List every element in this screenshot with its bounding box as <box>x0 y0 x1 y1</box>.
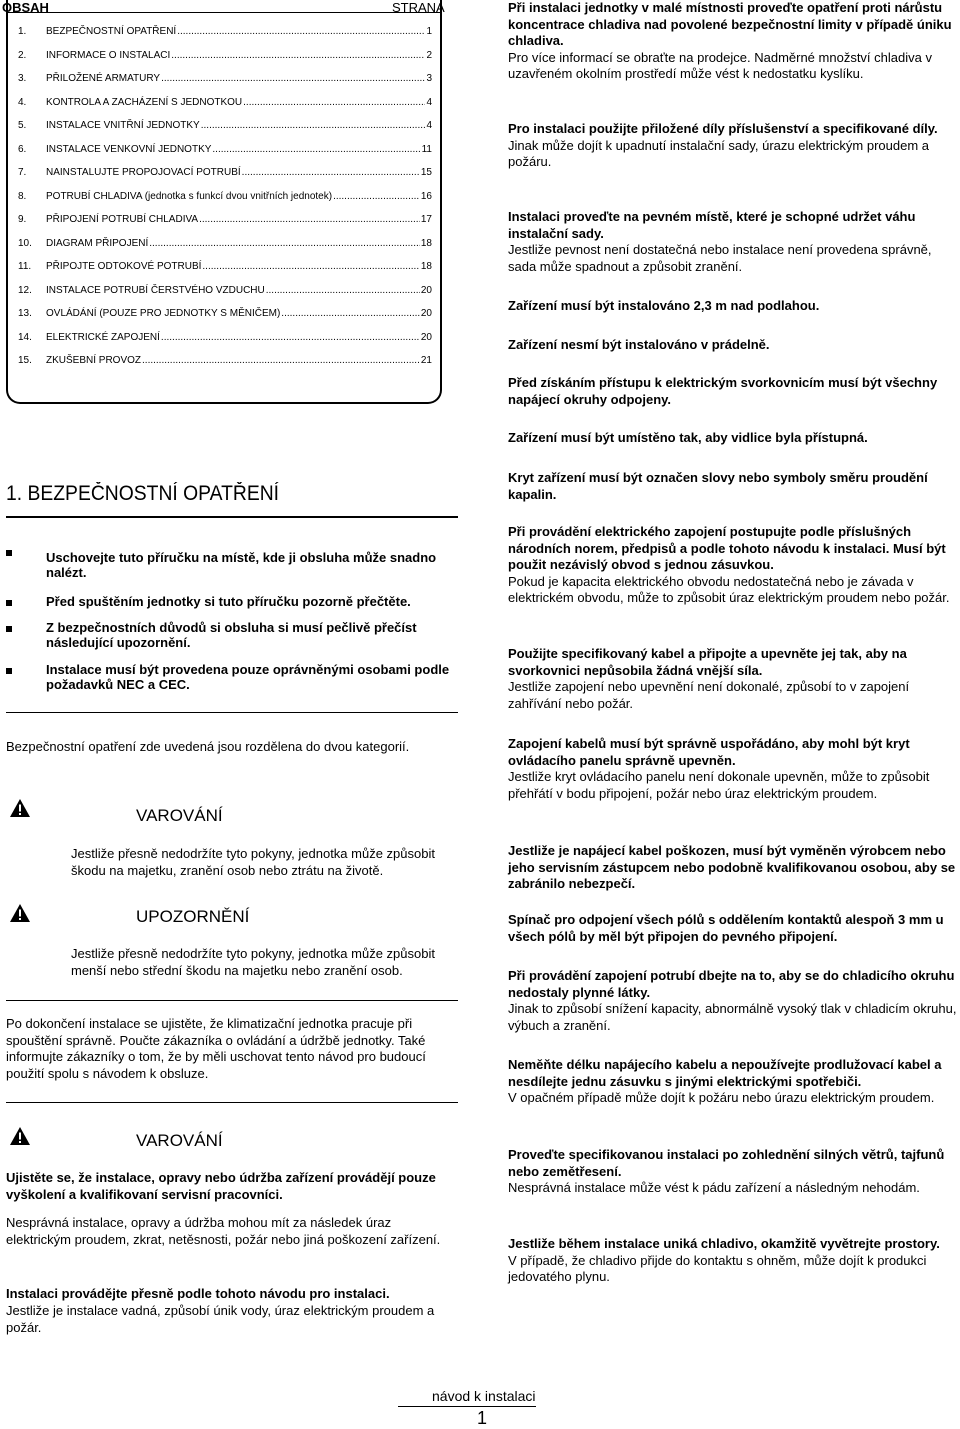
toc-item-page: 15 <box>420 167 432 178</box>
toc-item-number: 12. <box>18 284 32 296</box>
safety-note <box>508 209 958 275</box>
safety-note-bold: Jestliže je napájecí kabel poškozen, musí být vyměněn výrobcem nebo jeho servisním zástupcem nebo podobně kvalifikovanou osobou, aby se zabránilo nebezpečí. <box>508 843 956 891</box>
safety-note <box>508 298 958 315</box>
safety-note-bold: Při provádění zapojení potrubí dbejte na to, aby se do chladicího okruhu nedostaly plynné látky. <box>508 968 955 1000</box>
footer-label: návod k instalaci <box>432 1388 536 1404</box>
safety-note-text: Nesprávná instalace může vést k pádu zařízení a následným nehodám. <box>508 1180 920 1195</box>
safety-note <box>508 121 958 171</box>
safety-note-text: V opačném případě může dojít k požáru nebo úrazu elektrickým proudem. <box>508 1090 935 1105</box>
safety-note-text: Jestliže kryt ovládacího panelu není dokonale upevněn, může to způsobit přehřátí v bodu připojení, požár nebo úraz elektrickým proudem. <box>508 769 930 801</box>
toc-item-page: 21 <box>420 355 432 366</box>
toc-item[interactable] <box>18 97 432 111</box>
toc-item[interactable] <box>18 332 432 346</box>
toc-item-page: 17 <box>420 214 432 225</box>
warning-icon <box>9 1126 31 1146</box>
bullet-square-icon <box>6 668 12 674</box>
toc-item-number: 10. <box>18 237 32 249</box>
safety-note <box>508 1147 958 1197</box>
toc-item[interactable] <box>18 308 432 322</box>
toc-item-number: 15. <box>18 355 32 366</box>
bullet-text: Z bezpečnostních důvodů si obsluha si musí pečlivě přečíst následující upozornění. <box>46 620 417 650</box>
toc-heading: OBSAH <box>2 0 49 15</box>
toc-item-title: INSTALACE VENKOVNÍ JEDNOTKY <box>46 143 212 155</box>
toc-item-page: 4 <box>426 120 432 131</box>
toc-item[interactable] <box>18 73 432 87</box>
toc-item-number: 3. <box>18 73 27 84</box>
safety-note-bold: Jestliže během instalace uniká chladivo, okamžitě vyvětrejte prostory. <box>508 1236 940 1251</box>
caution-title: UPOZORNĚNÍ <box>136 907 250 926</box>
toc-item-number: 14. <box>18 331 32 343</box>
toc-item-title: INSTALACE POTRUBÍ ČERSTVÉHO VZDUCHU <box>46 284 265 296</box>
page-number: 1 <box>477 1408 488 1428</box>
caution-text: Jestliže přesně nedodržíte tyto pokyny, jednotka může způsobit menší nebo střední škodu na majetku nebo zranění osob. <box>71 946 435 978</box>
toc-item-page: 18 <box>420 261 432 272</box>
toc-leader-dots <box>177 26 425 37</box>
toc-item-title: NAINSTALUJTE PROPOJOVACÍ POTRUBÍ <box>46 167 241 178</box>
safety-note <box>508 524 958 607</box>
toc-item-title: BEZPEČNOSTNÍ OPATŘENÍ <box>46 26 177 37</box>
toc-leader-dots <box>161 332 420 343</box>
safety-note <box>508 375 958 408</box>
safety-note-bold: Neměňte délku napájecího kabelu a nepoužívejte prodlužovací kabel a nesdílejte jednu zásuvku s jinými elektrickými spotřebiči. <box>508 1057 942 1089</box>
toc-item-number: 13. <box>18 308 32 319</box>
toc-item-title: POTRUBÍ CHLADIVA (jednotka s funkcí dvou vnitřních jednotek) <box>46 190 333 202</box>
warning2-text: Nesprávná instalace, opravy a údržba mohou mít za následek úraz elektrickým proudem, zkrat, netěsnosti, požár nebo jiná poškození zařízení. <box>6 1215 441 1247</box>
safety-note <box>508 646 958 712</box>
safety-note <box>508 337 958 354</box>
toc-item-title: KONTROLA A ZACHÁZENÍ S JEDNOTKOU <box>46 96 243 108</box>
toc-item-title: INFORMACE O INSTALACI <box>46 49 171 61</box>
toc-item-number: 6. <box>18 143 27 155</box>
toc-item-title: PŘIPOJTE ODTOKOVÉ POTRUBÍ <box>46 261 202 272</box>
safety-note-text: Jinak může dojít k upadnutí instalační sady, úrazu elektrickým proudem a požáru. <box>508 137 930 169</box>
toc-item[interactable] <box>18 355 432 369</box>
toc-header-rule <box>6 12 442 13</box>
footer-rule <box>398 1406 536 1407</box>
toc-leader-dots <box>242 167 420 178</box>
safety-note-text: V případě, že chladivo přijde do kontaktu s ohněm, může dojít k produkci jedovatého plynu. <box>508 1252 927 1284</box>
toc-item-number: 5. <box>18 120 27 131</box>
after-install-text: Po dokončení instalace se ujistěte, že klimatizační jednotka pracuje při spouštění správně. Poučte zákazníka o ovládání a údržbě jednotky. Také informujte zákazníky o tom, že by měli uschovat tento návod pro budoucí použití spolu s návodem k obsluze. <box>6 1016 426 1081</box>
toc-page-heading: STRANA <box>392 0 445 15</box>
divider <box>6 1000 458 1001</box>
toc-item-page: 16 <box>420 190 432 202</box>
bullet-square-icon <box>6 550 12 556</box>
toc-item-page: 20 <box>420 331 432 343</box>
toc-item-page: 20 <box>420 308 432 319</box>
warning2-bold-instruction: Instalaci provádějte přesně podle tohoto návodu pro instalaci. <box>6 1286 390 1301</box>
toc-leader-dots <box>149 238 420 249</box>
toc-leader-dots <box>142 355 420 366</box>
toc-item-title: INSTALACE VNITŘNÍ JEDNOTKY <box>46 120 200 131</box>
toc-item-title: PŘIPOJENÍ POTRUBÍ CHLADIVA <box>46 214 199 225</box>
safety-note <box>508 0 958 83</box>
toc-item-page: 20 <box>420 284 432 296</box>
safety-note-bold: Zařízení musí být instalováno 2,3 m nad podlahou. <box>508 298 820 313</box>
toc-item-page: 4 <box>426 96 432 108</box>
safety-note-bold: Při provádění elektrického zapojení postupujte podle příslušných národních norem, předpisů a podle tohoto návodu k instalaci. Musí být použit nezávislý obvod s jednou zásuvkou. <box>508 524 946 572</box>
toc-item-number: 9. <box>18 214 27 225</box>
toc-item-number: 7. <box>18 167 27 178</box>
safety-note-bold: Pro instalaci použijte přiložené díly příslušenství a specifikované díly. <box>508 121 938 136</box>
toc-item-page: 3 <box>426 73 432 84</box>
section-title-rule <box>6 516 458 518</box>
safety-note-bold: Zapojení kabelů musí být správně uspořádáno, aby mohl být kryt ovládacího panelu správně upevněn. <box>508 736 910 768</box>
safety-note <box>508 843 958 893</box>
toc-leader-dots <box>333 191 420 202</box>
toc-item[interactable] <box>18 144 432 158</box>
safety-note <box>508 430 958 447</box>
toc-item[interactable] <box>18 50 432 64</box>
bullet-text: Uschovejte tuto příručku na místě, kde ji obsluha může snadno nalézt. <box>46 550 437 580</box>
toc-item-number: 4. <box>18 96 27 108</box>
divider <box>6 712 458 713</box>
safety-note <box>508 912 958 945</box>
safety-note <box>508 736 958 802</box>
safety-note-text: Jestliže zapojení nebo upevnění není dokonalé, způsobí to v zapojení zahřívání nebo požár. <box>508 679 910 711</box>
toc-leader-dots <box>202 261 419 272</box>
warning-icon <box>9 798 31 818</box>
toc-item[interactable] <box>18 285 432 299</box>
toc-item-page: 1 <box>426 26 432 37</box>
toc-item-page: 18 <box>420 237 432 249</box>
toc-item[interactable] <box>18 214 432 228</box>
divider <box>6 1102 458 1103</box>
toc-leader-dots <box>171 50 425 61</box>
toc-leader-dots <box>201 120 426 131</box>
safety-note-bold: Při instalaci jednotky v malé místnosti proveďte opatření proti nárůstu koncentrace chladiva nad povolené bezpečnostní limity v případě úniku chladiva. <box>508 0 952 48</box>
safety-note-text: Jinak to způsobí snížení kapacity, abnormálně vysoký tlak v chladicím okruhu, výbuch a zranění. <box>508 1001 957 1033</box>
toc-leader-dots <box>266 285 420 296</box>
safety-note-text: Jestliže pevnost není dostatečná nebo instalace není provedena správně, sada může spadnout a způsobit zranění. <box>508 242 932 274</box>
toc-item-number: 11. <box>18 261 32 272</box>
section-title: 1. BEZPEČNOSTNÍ OPATŘENÍ <box>6 482 280 505</box>
toc-item-number: 2. <box>18 49 27 61</box>
toc-leader-dots <box>199 214 420 225</box>
toc-item-title: OVLÁDÁNÍ (POUZE PRO JEDNOTKY S MĚNIČEM) <box>46 308 281 319</box>
toc-item-number: 8. <box>18 190 27 202</box>
toc-item-number: 1. <box>18 26 27 37</box>
safety-note-bold: Zařízení musí být umístěno tak, aby vidlice byla přístupná. <box>508 430 868 445</box>
toc-item-page: 2 <box>426 49 432 61</box>
toc-item-title: DIAGRAM PŘIPOJENÍ <box>46 237 149 249</box>
toc-item[interactable] <box>18 26 432 40</box>
toc-item-title: PŘILOŽENÉ ARMATURY <box>46 73 161 84</box>
bullet-square-icon <box>6 626 12 632</box>
toc-leader-dots <box>212 144 420 155</box>
toc-item[interactable] <box>18 191 432 205</box>
toc-item[interactable] <box>18 167 432 181</box>
warning-title: VAROVÁNÍ <box>136 1131 223 1150</box>
toc-item-title: ELEKTRICKÉ ZAPOJENÍ <box>46 331 160 343</box>
toc-item-page: 11 <box>421 143 432 155</box>
toc-item[interactable] <box>18 120 432 134</box>
toc-leader-dots <box>243 97 425 108</box>
safety-note-bold: Instalaci proveďte na pevném místě, které je schopné udržet váhu instalační sady. <box>508 209 916 241</box>
safety-note-bold: Spínač pro odpojení všech pólů s oddělením kontaktů alespoň 3 mm u všech pólů by měl být připojen do pevného připojení. <box>508 912 944 944</box>
safety-note-bold: Proveďte specifikovanou instalaci po zohlednění silných větrů, tajfunů nebo zemětřesení. <box>508 1147 945 1179</box>
warning-title: VAROVÁNÍ <box>136 806 223 825</box>
toc-item-title: ZKUŠEBNÍ PROVOZ <box>46 355 142 366</box>
safety-note-bold: Před získáním přístupu k elektrickým svorkovnicím musí být všechny napájecí okruhy odpojeny. <box>508 375 938 407</box>
warning2-bold-text: Ujistěte se, že instalace, opravy nebo údržba zařízení provádějí pouze vyškolení a kvalifikovaní servisní pracovníci. <box>6 1170 436 1202</box>
safety-note-text: Pro více informací se obraťte na prodejce. Nadměrné množství chladiva v uzavřeném okolním prostředí může vést k nedostatku kyslíku. <box>508 49 932 81</box>
safety-note-bold: Zařízení nesmí být instalováno v prádelně. <box>508 337 770 352</box>
bullet-text: Instalace musí být provedena pouze oprávněnými osobami podle požadavků NEC a CEC. <box>46 662 450 692</box>
warning2-instruction-text: Jestliže je instalace vadná, způsobí únik vody, úraz elektrickým proudem a požár. <box>6 1303 435 1335</box>
safety-note <box>508 1057 958 1107</box>
safety-note <box>508 1236 958 1286</box>
bullet-square-icon <box>6 600 12 606</box>
safety-note-bold: Kryt zařízení musí být označen slovy nebo symboly směru proudění kapalin. <box>508 470 928 502</box>
toc-item[interactable] <box>18 238 432 252</box>
safety-note <box>508 470 958 503</box>
safety-note-text: Pokud je kapacita elektrického obvodu nedostatečná nebo je závada v elektrickém obvodu, může to způsobit úraz elektrickým proudem nebo požár. <box>508 573 950 605</box>
categories-intro: Bezpečnostní opatření zde uvedená jsou rozdělena do dvou kategorií. <box>6 739 410 754</box>
bullet-text: Před spuštěním jednotky si tuto příručku pozorně přečtěte. <box>46 594 411 609</box>
toc-item[interactable] <box>18 261 432 275</box>
safety-note-bold: Použijte specifikovaný kabel a připojte a upevněte jej tak, aby na svorkovnici nepůsobila žádná vnější síla. <box>508 646 907 678</box>
safety-note <box>508 968 958 1034</box>
warning-text: Jestliže přesně nedodržíte tyto pokyny, jednotka může způsobit škodu na majetku, zranění osob nebo ztrátu na životě. <box>71 846 435 878</box>
caution-icon <box>9 903 31 923</box>
toc-leader-dots <box>161 73 425 84</box>
toc-leader-dots <box>281 308 420 319</box>
